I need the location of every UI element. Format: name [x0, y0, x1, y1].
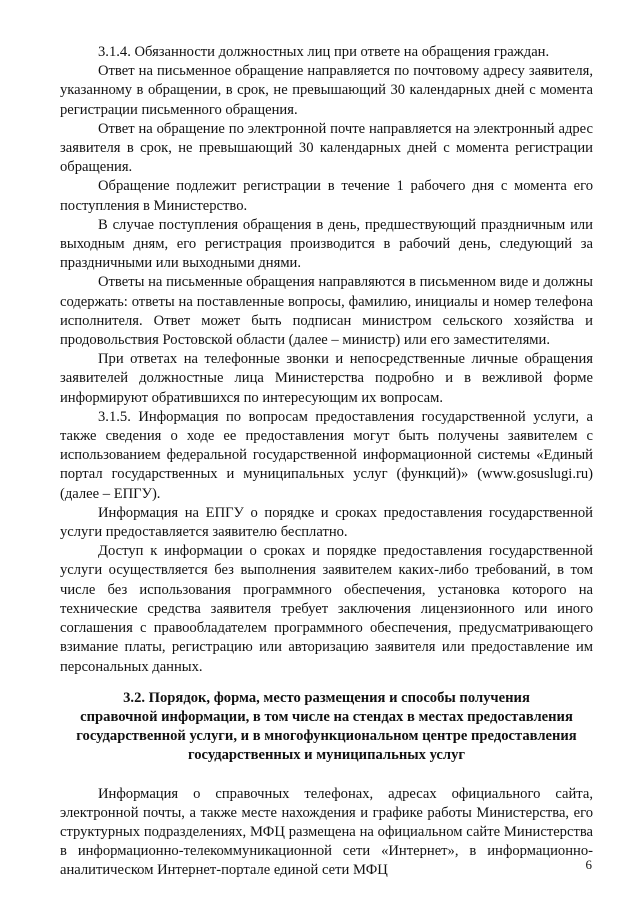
heading-line: государственной услуги, и в многофункциональном центре предоставления: [76, 728, 577, 745]
paragraph: Ответ на письменное обращение направляется по почтовому адресу заявителя, указанному в обращении, в срок, не превышающий 30 календарных дней с момента регистрации письменного обращения.: [60, 63, 593, 118]
paragraph: 3.1.5. Информация по вопросам предоставления государственной услуги, а также сведения о ходе ее предоставления могут быть получены заявителем с использованием федеральной государственной информационной системы «Единый портал государственных и муниципальных услуг (функций)» (www.gosuslugi.ru) (далее – ЕПГУ).: [60, 408, 593, 502]
paragraph: Информация на ЕПГУ о порядке и сроках предоставления государственной услуги предоставляется заявителю бесплатно.: [60, 504, 593, 541]
heading-line: государственных и муниципальных услуг: [187, 747, 466, 764]
section-heading: [60, 689, 593, 766]
paragraph: Ответы на письменные обращения направляются в письменном виде и должны содержать: ответы на поставленные вопросы, фамилию, инициалы и номер телефона исполнителя. Ответ может быть подписан министром сельского хозяйства и продовольствия Ростовской области (далее – министр) или его заместителями.: [60, 274, 593, 349]
paragraph: Обращение подлежит регистрации в течение 1 рабочего дня с момента его поступления в Министерство.: [60, 178, 593, 214]
paragraph: В случае поступления обращения в день, предшествующий праздничным или выходным дням, его регистрация производится в рабочий день, следующий за праздничными или выходными днями.: [60, 216, 593, 272]
page-number: 6: [585, 857, 592, 872]
paragraph: Ответ на обращение по электронной почте направляется на электронный адрес заявителя в срок, не превышающий 30 календарных дней с момента регистрации обращения.: [60, 120, 593, 176]
paragraph: При ответах на телефонные звонки и непосредственные личные обращения заявителей должностные лица Министерства подробно и в вежливой форме информируют обратившихся по интересующим их вопросам.: [60, 351, 593, 406]
document-page: [60, 43, 593, 881]
paragraph: 3.1.4. Обязанности должностных лиц при ответе на обращения граждан.: [98, 44, 550, 60]
heading-line: 3.2. Порядок, форма, место размещения и способы получения: [123, 689, 530, 706]
paragraph: Информация о справочных телефонах, адресах официального сайта, электронной почты, а также месте нахождения и графике работы Министерства, его структурных подразделениях, МФЦ размещена на официальном сайте Министерства в информационно-телекоммуникационной сети «Интернет», в информационно-аналитическом Интернет-портале единой сети МФЦ: [60, 785, 593, 879]
paragraph: Доступ к информации о сроках и порядке предоставления государственной услуги осуществляется без выполнения заявителем каких-либо требований, в том числе без использования программного обеспечения, установка которого на технические средства заявителя требует заключения лицензионного или иного соглашения с правообладателем программного обеспечения, предусматривающего взимание платы, регистрацию или авторизацию заявителя или предоставление им персональных данных.: [60, 543, 593, 675]
section-3-1-body: [60, 43, 593, 677]
heading-line: справочной информации, в том числе на стендах в местах предоставления: [80, 708, 573, 725]
